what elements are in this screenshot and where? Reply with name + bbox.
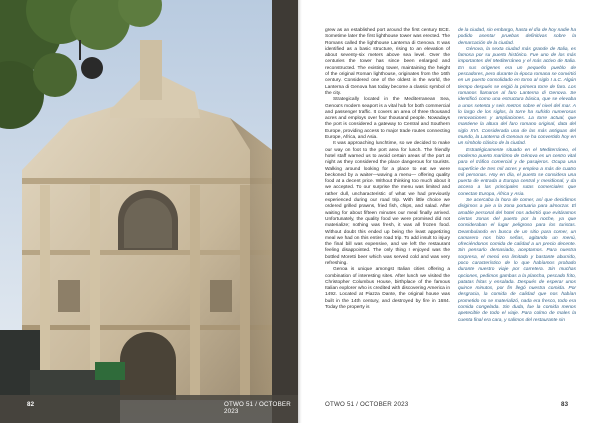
page-gutter	[298, 0, 302, 423]
right-page-footer: OTWO 51 / OCTOBER 2023	[325, 401, 409, 408]
spanish-paragraph: Estratégicamente situado en el Mediterráneo, el moderno puerto marítimo de Génova es un centro vital para el tráfico comercial y de pasajeros. Ocupa una superficie de tres mil acres y emplea a más de cuatro mil personas. Hoy en día, el puerto se considera una puerta de entrada a Europa central y meridional, y da acceso a las principales rutas comerciales que conectan Europa, África y Asia.	[458, 147, 576, 197]
left-page-footer: OTWO 51 / OCTOBER 2023	[224, 401, 291, 415]
english-paragraph: It was approaching lunchtime, so we decided to make our way on foot to the port area for lunch. The friendly hotel staff warned us to avoid certain areas of the port at night as they considered the place dangerous for tourists. Walking around looking for a place to eat we were beckoned by a waiter—waving a menu— offering quality food at a decent price. Without thinking too much about it we accepted. To our surprise the menu was limited and rather dull, uncharacteristic of what we had previously experienced during our road trip. With little choice we ordered grilled prawns, fried fish, chips, and salad. After waiting for about fifteen minutes our meal finally arrived. Unfortunately, the quality food we were promised did not materialize; nothing was fresh, it was all frozen food. Without doubt this ended up being the least appetizing meal we had on this entire road trip. To add insult to injury the final bill was expensive, and we left the restaurant feeling disappointed. The only thing I enjoyed was the bottled Moretti beer which was served cold and was very refreshing.	[325, 141, 450, 266]
church-facade-icon	[0, 0, 298, 423]
spanish-paragraph: Se acercaba la hora de comer, así que decidimos dirigirnos a pie a la zona portuaria para almorzar. El amable personal del hotel nos advirtió que evitáramos ciertas zonas del puerto por la noche, ya que consideraban el lugar peligroso para los turistas. Deambulando en busca de un sitio para comer, un camarero nos hizo señas, agitando un menú, ofreciéndonos comida de calidad a un precio decente. Sin pensarlo demasiado, aceptamos. Para nuestra sorpresa, el menú era limitado y bastante aburrido, poco característico de lo que habíamos probado durante nuestro viaje por carretera. Sin muchas opciones, pedimos gambas a la plancha, pescado frito, patatas fritas y ensalada. Después de esperar unos quince minutos, por fin llegó nuestra comida. Por desgracia, la comida de calidad que nos habían prometido no se materializó, nada era fresco, todo era comida congelada. Sin duda, fue la comida menos apetecible de todo el viaje. Para colmo de males la cuenta final era cara, y salimos del restaurante sin	[458, 198, 576, 323]
english-paragraph: Strategically located in the Mediterranean Sea, Genoa's modern seaport is a vital hub for both commercial and passenger traffic. It covers an area of three thousand acres and employs over four thousand people. Nowadays the port is considered a gateway to Central and Southern Europe, providing access to major trade routes connecting Europe, Africa, and Asia.	[325, 97, 450, 141]
right-page-number: 83	[561, 401, 569, 408]
church-facade-photo	[0, 0, 298, 423]
left-page-number: 82	[27, 401, 35, 408]
spanish-paragraph: de la ciudad, sin embargo, hasta el día de hoy nadie ha podido asentar pruebas definitivas sobre la demarcación de la ciudad.	[458, 28, 576, 46]
english-paragraph: Genoa is unique amongst Italian cities offering a combination of interesting sites. After lunch we visited the Christopher Columbus House, birthplace of the famous Italian explorer who is credited with discovering America in 1492. Located at Piazza Dante, the original house was built in the 14th century, and destroyed by fire in 1684. Today the property is	[325, 267, 450, 311]
spanish-column	[458, 28, 576, 324]
left-page	[0, 0, 298, 423]
english-paragraph: grew as an established port around the first century BCE. Sometime later the first lighthouse tower was erected. The Romans called the lighthouse Lanterna di Genova. It was identified as a basic structure, rising to an elevation of about seventy-six meters above sea level. Over the centuries the tower has since been enlarged and reconstructed. The existing tower, maintaining the height of the original Roman lighthouse, originates from the 16th century. Considered one of the oldest in the world, the Lanterna di Genova has today become a classic symbol of the city.	[325, 28, 450, 96]
spanish-paragraph: Génova, la sexta ciudad más grande de Italia, es famosa por su puerto histórico. Fue uno de los más importantes del Mediterráneo y el más activo de Italia. En sus orígenes era un pequeño pueblo de pescadores, pero durante la época romana se convirtió en un puerto consolidado en torno al siglo I a.C. Algún tiempo después se erigió la primera torre de faro. Los romanos llamaron al faro Lanterna di Genova. Se identificó como una estructura básica, que se elevaba a unos setenta y seis metros sobre el nivel del mar. A lo largo de los siglos, la torre ha sufrido numerosas renovaciones y ampliaciones. La torre actual, que mantiene la altura del faro romano original, data del siglo XVI. Considerada una de las más antiguas del mundo, la Lanterna di Genova se ha convertido hoy en un símbolo clásico de la ciudad.	[458, 46, 576, 147]
english-column	[325, 28, 450, 311]
